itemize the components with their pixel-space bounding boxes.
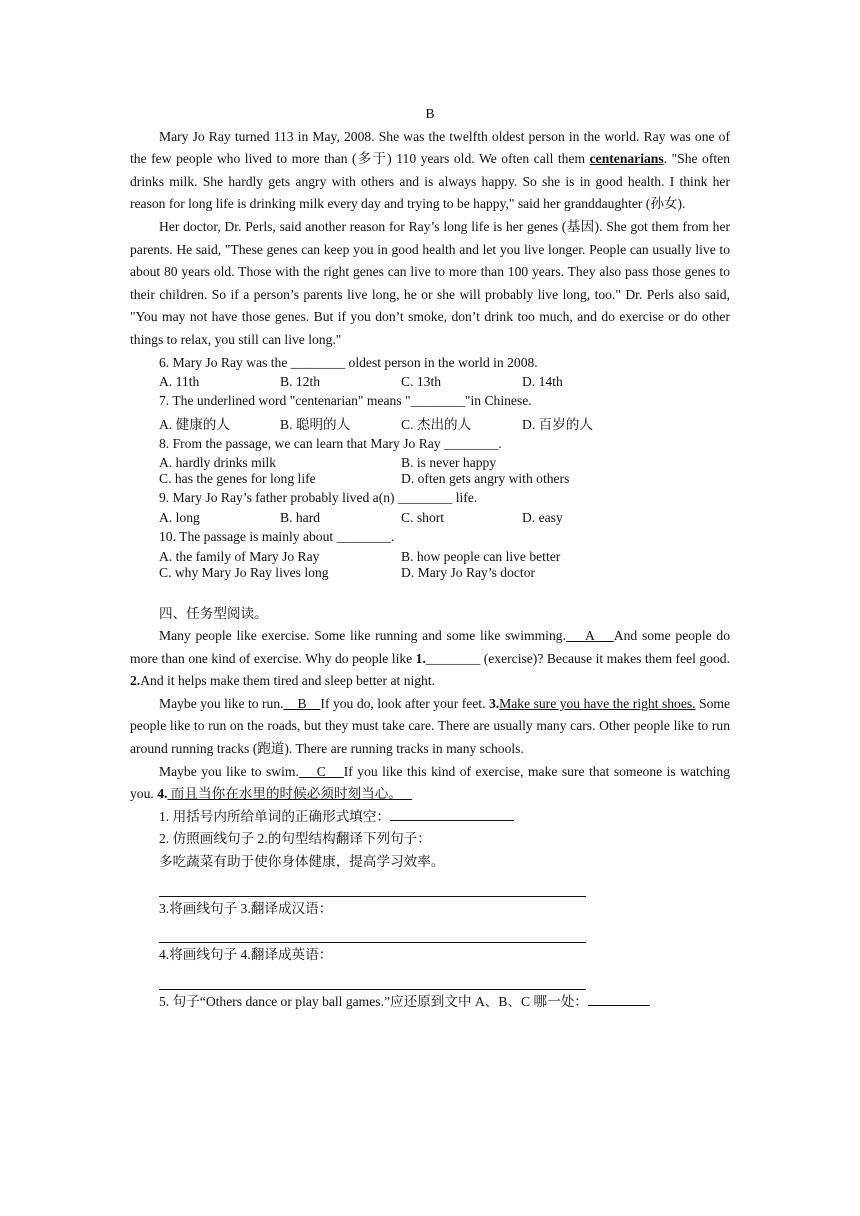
question-options (130, 455, 730, 471)
passage-text: . "She often drinks milk. She hardly gets angry with others and is always happy. So she is in good health. I think her reason for long life is drinking milk every day and trying to be happy," said her granddaughter (孙女). (130, 151, 730, 212)
underlined-keyword: centenarians (589, 151, 664, 167)
option: D. Mary Jo Ray’s doctor (401, 564, 536, 580)
option: D. often gets angry with others (401, 471, 570, 487)
option: C. why Mary Jo Ray lives long (159, 564, 329, 580)
option: C. has the genes for long life (159, 471, 316, 487)
task-question-2: 2. 仿照画线句子 2.的句型结构翻译下列句子： (159, 831, 431, 847)
option: D. easy (522, 509, 563, 525)
option: B. hard (280, 509, 321, 525)
passage-paragraph-2: Her doctor, Dr. Perls, said another reason for Ray’s long life is her genes (基因). She got them from her parents. He said, "These genes can keep you in good health and let you live longer. People can usually live to about 80 years old. Those with the right genes can live to more than 100 years. They also pass those genes to their children. So if a person’s parents live long, he or she will probably live long, too." Dr. Perls also said, "You may not have those genes. But if you don’t smoke, don’t drink too much, and do exercise or do other things to relax, you still can live long." (130, 218, 730, 347)
option: A. long (159, 509, 200, 525)
option: A. 健康的人 (159, 416, 230, 432)
option: D. 14th (522, 374, 563, 390)
option: A. 11th (159, 374, 200, 390)
gap-marker-label: C (316, 763, 326, 779)
answer-line[interactable] (159, 874, 586, 897)
task-text: And some people do more than one kind of exercise. Why do people like (130, 628, 730, 666)
question-stem: 6. Mary Jo Ray was the ________ oldest person in the world in 2008. (159, 354, 538, 370)
option: C. 13th (401, 374, 442, 390)
task-text: Many people like exercise. Some like running and some like swimming. (159, 628, 566, 644)
gap-marker-c (299, 764, 344, 779)
option: C. short (401, 509, 445, 525)
task-text: Maybe you like to swim. (159, 763, 299, 779)
task-text: And it helps make them tired and sleep better at night. (140, 673, 436, 689)
task-text: Maybe you like to run. (159, 695, 284, 711)
item-number: 4. (157, 786, 168, 802)
item-number: 3. (488, 695, 500, 711)
task-question-1 (130, 806, 730, 829)
task-text: If you do, look after your feet. (320, 695, 489, 711)
option: B. 聪明的人 (280, 416, 351, 432)
question-stem: 8. From the passage, we can learn that Mary Jo Ray ________. (159, 435, 502, 451)
task-text: If you like this kind of exercise, make sure that someone is watching you. (130, 763, 731, 802)
question-options (130, 549, 730, 565)
option: C. 杰出的人 (401, 416, 472, 432)
option: B. is never happy (401, 455, 497, 471)
task-paragraph-1 (130, 625, 730, 693)
option: B. 12th (280, 374, 321, 390)
question-options (130, 565, 730, 581)
passage-text: Mary Jo Ray turned 113 in May, 2008. She was the twelfth oldest person in the world. Ray was one of the few people who lived to more than (多于) 110 years old. We often call them (130, 128, 730, 167)
item-number: 1. (415, 650, 426, 666)
task-question-3: 3.将画线句子 3.翻译成汉语： (159, 900, 333, 916)
underlined-sentence-4: 而且当你在水里的时候必须时刻当心。 (167, 786, 402, 802)
answer-blank[interactable] (588, 991, 650, 1006)
task-question-text: 5. 句子“Others dance or play ball games.”应还原到文中 A、B、C 哪一处： (159, 993, 588, 1009)
option: D. 百岁的人 (522, 416, 593, 432)
task-question-5 (130, 991, 730, 1014)
item-number: 2. (130, 673, 141, 689)
question-stem: 9. Mary Jo Ray’s father probably lived a(n) ________ life. (159, 490, 478, 506)
task-paragraph-3 (130, 761, 730, 806)
gap-marker-label: A (584, 628, 595, 644)
underlined-sentence-3: Make sure you have the right shoes. (499, 695, 696, 711)
answer-line[interactable] (159, 967, 586, 990)
answer-line[interactable] (159, 920, 586, 943)
gap-marker-label: B (297, 695, 307, 711)
gap-marker-b (284, 696, 321, 711)
gap-marker-a (566, 628, 614, 643)
task-question-2-sentence: 多吃蔬菜有助于使你身体健康，提高学习效率。 (159, 854, 445, 870)
option: A. hardly drinks milk (159, 455, 277, 471)
question-stem: 10. The passage is mainly about ________. (159, 528, 395, 544)
question-options (130, 471, 730, 487)
option: A. the family of Mary Jo Ray (159, 548, 320, 564)
document-content (130, 103, 730, 1013)
underline-tail (402, 786, 412, 801)
question-options (130, 374, 730, 390)
option: B. how people can live better (401, 548, 561, 564)
task-question-text: 1. 用括号内所给单词的正确形式填空： (159, 808, 391, 824)
section-title: 四、任务型阅读。 (159, 605, 268, 621)
task-text: Some people like to run on the roads, but they must take care. There are usually many cars. Other people like to run around running tracks (跑道). There are running tracks in many schools. (130, 695, 731, 757)
task-question-4: 4.将画线句子 4.翻译成英语： (159, 947, 333, 963)
passage-paragraph-1 (130, 126, 730, 216)
task-paragraph-2 (130, 693, 730, 761)
question-stem: 7. The underlined word "centenarian" means "________"in Chinese. (159, 393, 532, 409)
task-text: ________ (exercise)? Because it makes them feel good. (425, 650, 730, 666)
question-options (130, 510, 730, 526)
question-options (130, 413, 730, 433)
answer-blank[interactable] (390, 806, 514, 821)
section-label: B (425, 106, 435, 121)
